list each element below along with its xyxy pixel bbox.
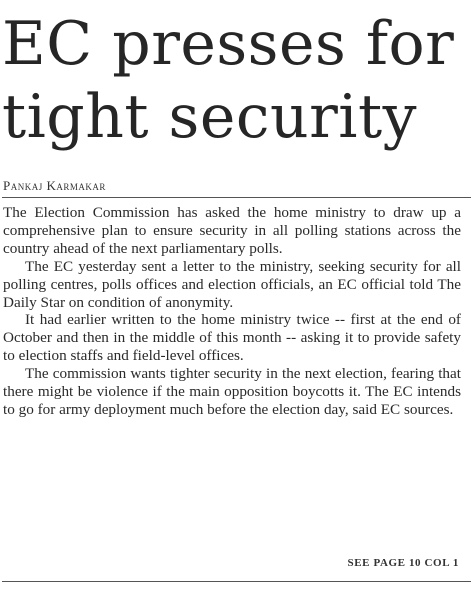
continuation-jump: SEE PAGE 10 COL 1 xyxy=(347,557,459,569)
paragraph: The Election Commission has asked the home ministry to draw up a comprehensive plan to ensure security in all polling stations across the country ahead of the next parliamentary polls. xyxy=(3,204,461,257)
paragraph: The EC yesterday sent a letter to the ministry, seeking security for all polling centres, polls offices and election officials, an EC official told The Daily Star on condition of anonymity. xyxy=(3,257,461,311)
headline: EC presses for tight security xyxy=(2,9,455,152)
bottom-divider xyxy=(2,581,471,582)
article-body xyxy=(3,204,461,419)
paragraph: It had earlier written to the home ministry twice -- first at the end of October and then in the middle of this month -- asking it to provide safety to election staffs and field-level offices. xyxy=(3,311,461,365)
byline: Pankaj Karmakar xyxy=(3,178,106,193)
byline-divider xyxy=(2,197,471,198)
paragraph: The commission wants tighter security in the next election, fearing that there might be violence if the main opposition boycotts it. The EC intends to go for army deployment much before the election day, said EC sources. xyxy=(3,365,461,418)
